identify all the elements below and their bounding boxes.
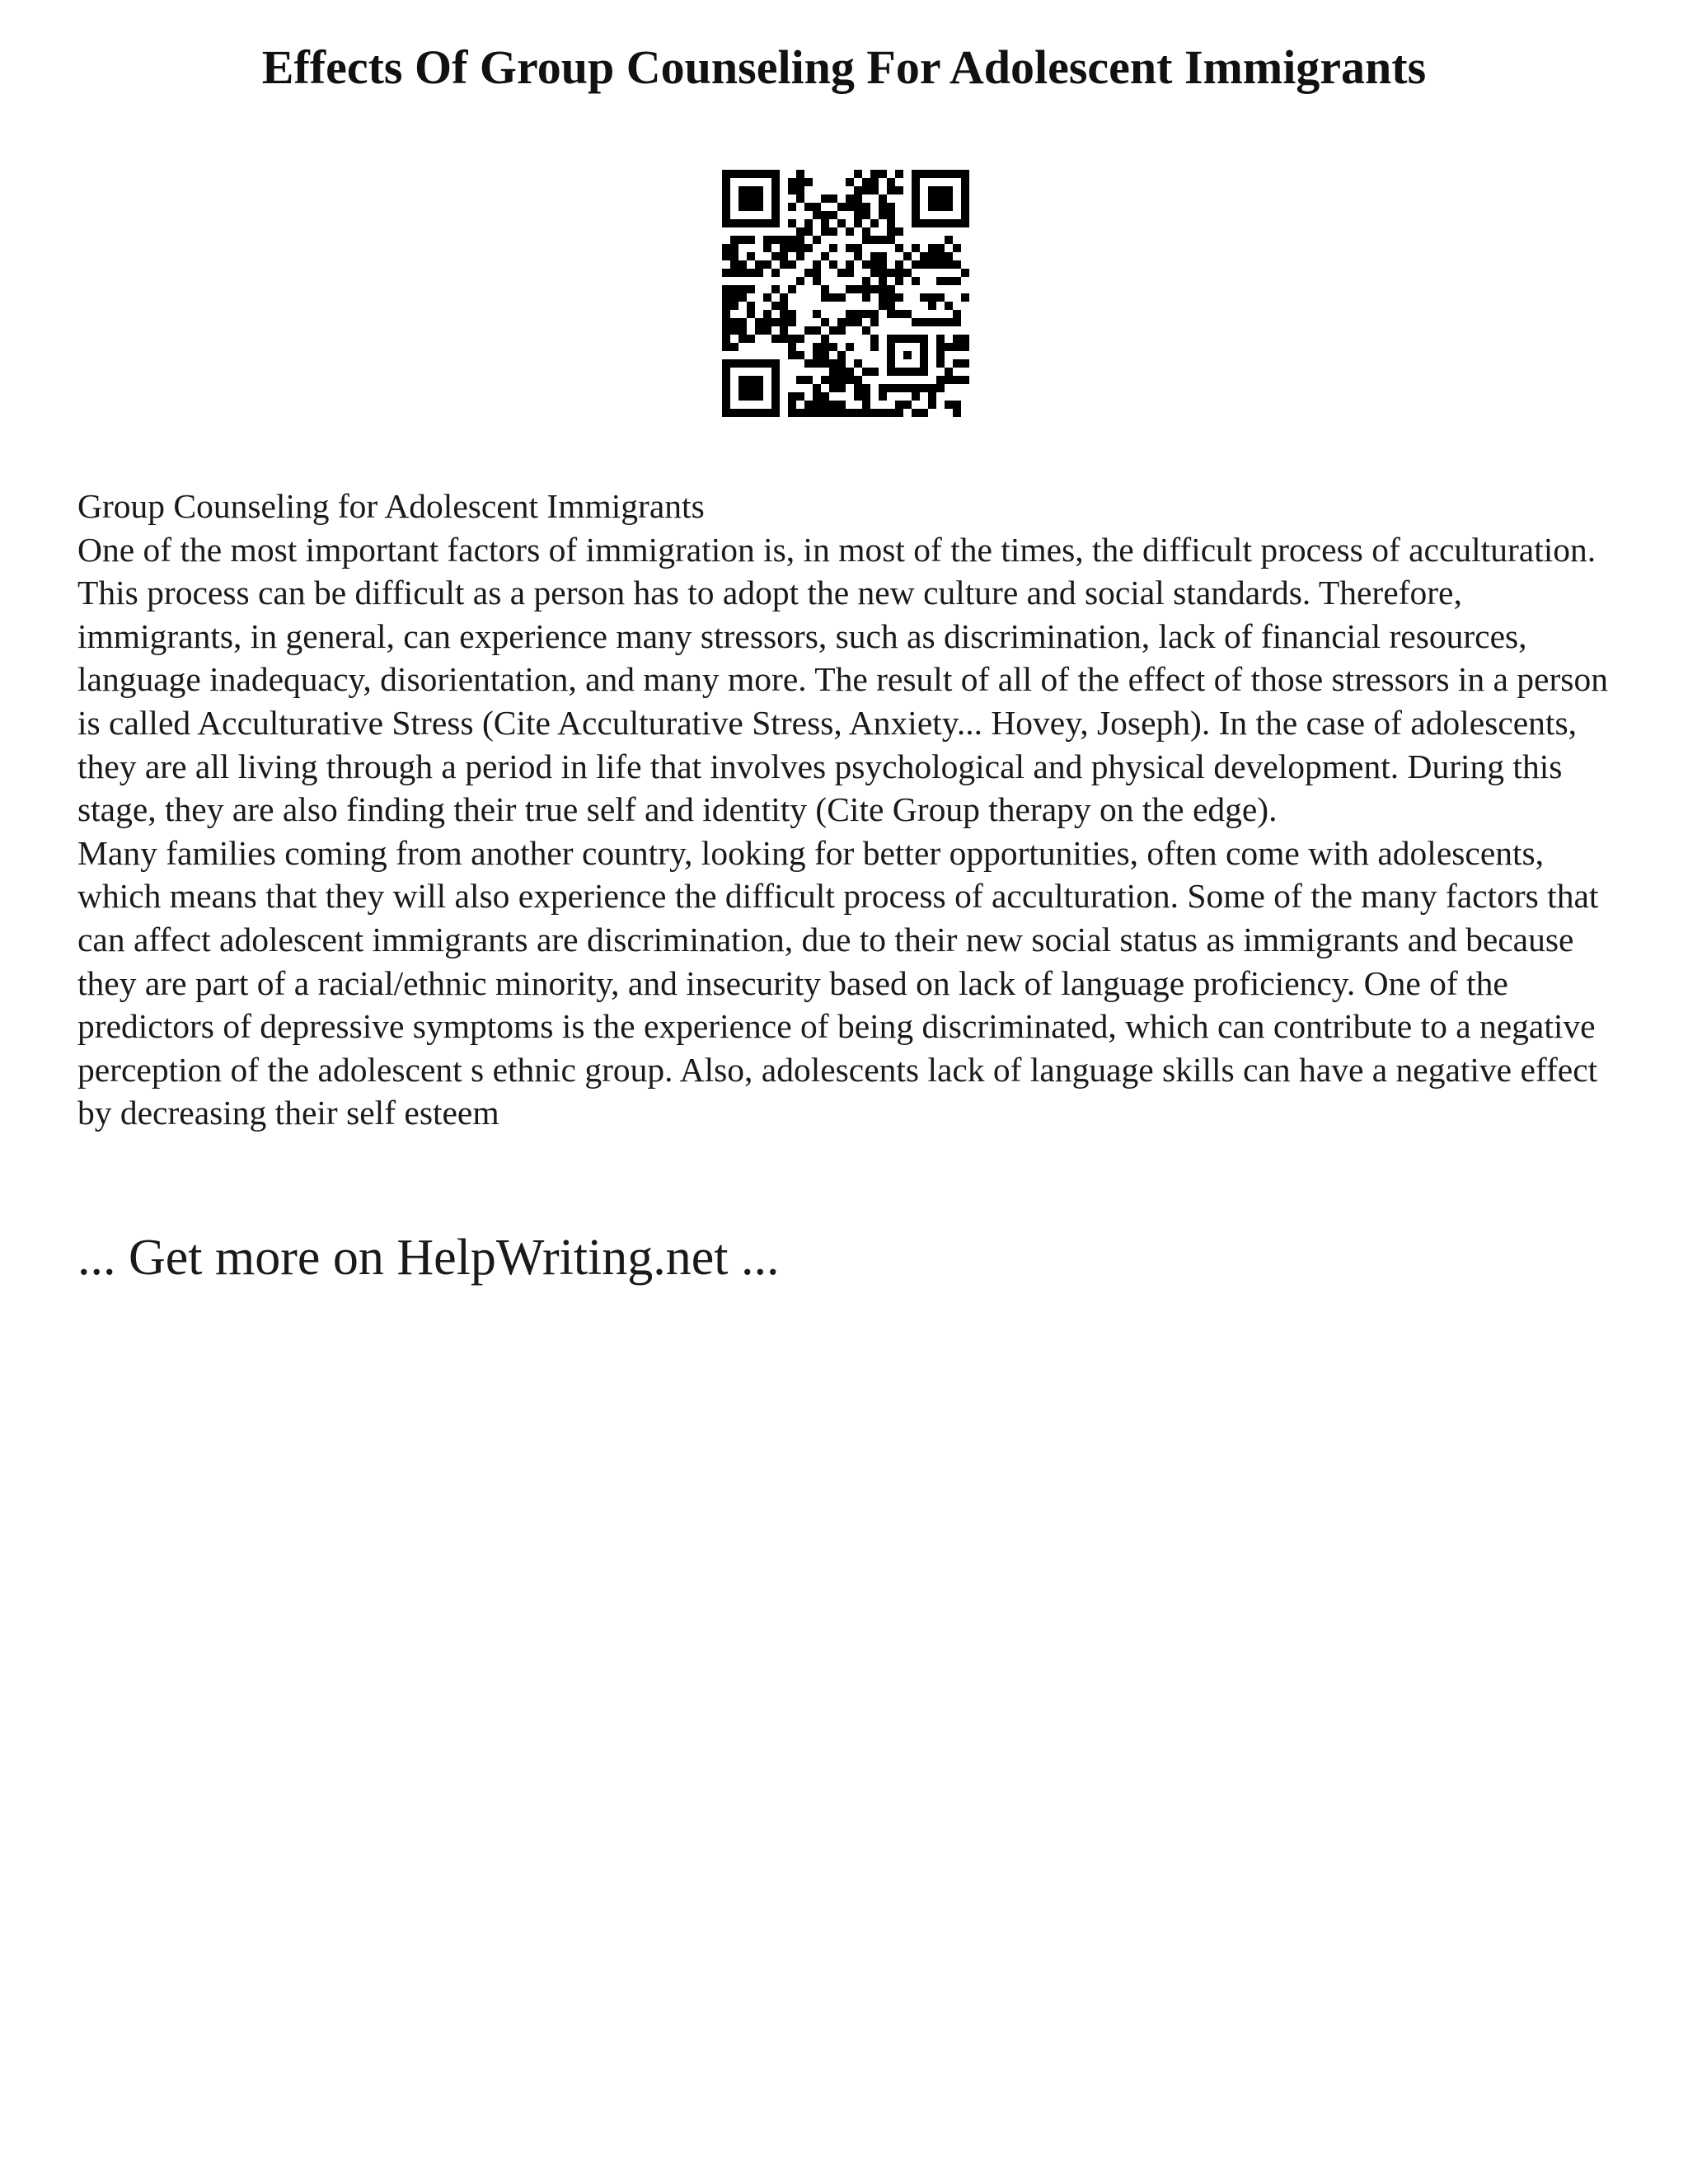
paragraph-1: One of the most important factors of immigration is, in most of the times, the difficult process of acculturation. This process can be difficult as a person has to adopt the new culture and social standards. Therefore, immigrants, in general, can experience many stressors, such as discrimination, lack of financial resources, language inadequacy, disorientation, and many more. The result of all of the effect of those stressors in a person is called Acculturative Stress (Cite Acculturative Stress, Anxiety... Hovey, Joseph). In the case of adolescents, they are all living through a period in life that involves psychological and physical development. During this stage, they are also finding their true self and identity (Cite Group therapy on the edge). [77,530,1608,829]
qr-code-icon [722,170,969,417]
paragraph-2: Many families coming from another country, looking for better opportunities, often come with adolescents, which means that they will also experience the difficult process of acculturation. Some of the many factors that can affect adolescent immigrants are discrimination, due to their new social status as immigrants and because they are part of a racial/ethnic minority, and insecurity based on lack of language proficiency. One of the predictors of depressive symptoms is the experience of being discriminated, which can contribute to a negative perception of the adolescent s ethnic group. Also, adolescents lack of language skills can have a negative effect by decreasing their self esteem [77,833,1599,1132]
section-heading: Group Counseling for Adolescent Immigrants [77,487,705,525]
document-title: Effects Of Group Counseling For Adolescent Immigrants [261,40,1427,94]
document-body [77,485,1627,1135]
get-more-link[interactable]: ... Get more on HelpWriting.net ... [77,1230,780,1286]
